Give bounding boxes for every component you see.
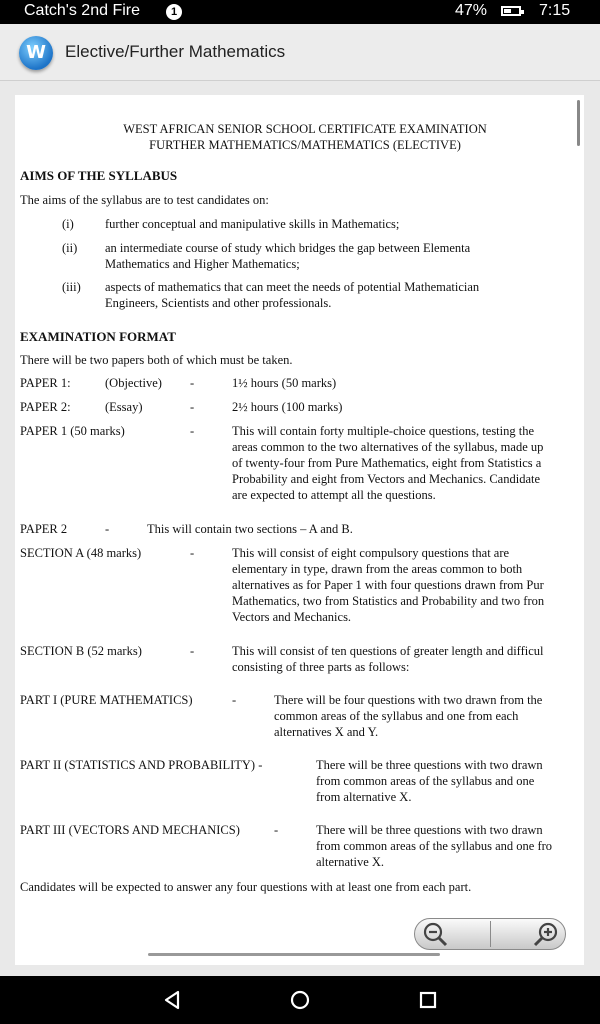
aim-text: Mathematics and Higher Mathematics; [105, 257, 300, 271]
dash: - [232, 693, 237, 707]
paper1-detail-text: Probability and eight from Vectors and Mechanics. Candidate [232, 472, 541, 486]
carrier-name: Catch's 2nd Fire [24, 2, 140, 19]
part1-text: There will be four questions with two drawn from the [274, 693, 543, 707]
zoom-out-button[interactable] [415, 919, 490, 949]
vertical-scrollbar[interactable] [577, 100, 580, 146]
dash: - [105, 522, 110, 536]
section-a-text: This will consist of eight compulsory questions that are [232, 546, 510, 560]
section-a-text: alternatives as for Paper 1 with four questions drawn from Pur [232, 578, 544, 592]
part3-text: from common areas of the syllabus and one fro [316, 839, 553, 853]
aims-heading: AIMS OF THE SYLLABUS [20, 168, 178, 183]
paper1-label: PAPER 1: [20, 376, 71, 390]
zoom-in-button[interactable] [491, 919, 566, 949]
section-a-text: Mathematics, two from Statistics and Probability and two fron [232, 594, 545, 608]
aim-text: aspects of mathematics that can meet the needs of potential Mathematician [105, 280, 480, 294]
zoom-in-icon [530, 919, 560, 949]
dash: - [190, 424, 195, 438]
dash: - [190, 400, 195, 414]
doc-header-line-1: WEST AFRICAN SENIOR SCHOOL CERTIFICATE EXAMINATION [123, 122, 487, 136]
part1-text: common areas of the syllabus and one from each [274, 709, 519, 723]
section-a-text: elementary in type, drawn from the areas common to both [232, 562, 523, 576]
paper2-detail-text: This will contain two sections – A and B. [147, 522, 353, 536]
part2-text: from common areas of the syllabus and one [316, 774, 535, 788]
aim-number: (i) [62, 217, 74, 231]
part2-text: There will be three questions with two drawn [316, 758, 543, 772]
navigation-bar [0, 976, 600, 1024]
home-icon [286, 986, 314, 1014]
back-icon [158, 986, 186, 1014]
paper1-detail-text: are expected to attempt all the questions. [232, 488, 436, 502]
zoom-controls [414, 918, 566, 950]
section-a-text: Vectors and Mechanics. [232, 610, 352, 624]
paper2-duration: 2½ hours (100 marks) [232, 400, 343, 414]
home-button[interactable] [286, 986, 314, 1014]
paper2-detail-label: PAPER 2 [20, 522, 68, 536]
horizontal-scrollbar[interactable] [148, 953, 440, 956]
document-viewer[interactable] [15, 95, 584, 965]
aim-text: further conceptual and manipulative skills in Mathematics; [105, 217, 400, 231]
dash: - [274, 823, 279, 837]
zoom-out-icon [421, 919, 451, 949]
part3-text: alternative X. [316, 855, 385, 869]
aim-text: Engineers, Scientists and other professionals. [105, 296, 332, 310]
part1-text: alternatives X and Y. [274, 725, 379, 739]
action-bar [0, 24, 600, 81]
status-bar [0, 0, 600, 24]
aim-number: (iii) [62, 280, 81, 294]
notification-badge: 1 [166, 4, 182, 20]
part2-text: from alternative X. [316, 790, 412, 804]
section-b-text: consisting of three parts as follows: [232, 660, 410, 674]
recents-button[interactable] [414, 986, 442, 1014]
paper1-detail-text: areas common to the two alternatives of the syllabus, made up [232, 440, 544, 454]
aim-number: (ii) [62, 241, 78, 255]
paper2-type: (Essay) [105, 400, 143, 414]
clock: 7:15 [539, 2, 571, 19]
closing-text: Candidates will be expected to answer any four questions with at least one from each part. [20, 880, 472, 894]
dash: - [190, 644, 195, 658]
recents-icon [414, 986, 442, 1014]
aim-text: an intermediate course of study which bridges the gap between Elementa [105, 241, 471, 255]
paper1-duration: 1½ hours (50 marks) [232, 376, 337, 390]
paper2-label: PAPER 2: [20, 400, 71, 414]
section-b-text: This will consist of ten questions of greater length and difficul [232, 644, 544, 658]
section-a-label: SECTION A (48 marks) [20, 546, 142, 560]
part3-label: PART III (VECTORS AND MECHANICS) [20, 823, 240, 837]
page-title: Elective/Further Mathematics [65, 42, 286, 61]
exam-intro: There will be two papers both of which must be taken. [20, 353, 293, 367]
exam-format-heading: EXAMINATION FORMAT [20, 329, 176, 344]
app-icon[interactable]: W [19, 36, 53, 70]
part3-text: There will be three questions with two drawn [316, 823, 543, 837]
paper1-detail-label: PAPER 1 (50 marks) [20, 424, 125, 438]
battery-percent: 47% [455, 2, 488, 19]
section-b-label: SECTION B (52 marks) [20, 644, 142, 658]
doc-header-line-2: FURTHER MATHEMATICS/MATHEMATICS (ELECTIVE) [149, 138, 461, 152]
paper1-detail-text: This will contain forty multiple-choice questions, testing the [232, 424, 535, 438]
aims-intro: The aims of the syllabus are to test candidates on: [20, 193, 269, 207]
part2-label: PART II (STATISTICS AND PROBABILITY) - [20, 758, 263, 772]
dash: - [190, 376, 195, 390]
back-button[interactable] [158, 986, 186, 1014]
paper1-detail-text: of twenty-four from Pure Mathematics, eight from Statistics a [232, 456, 542, 470]
dash: - [190, 546, 195, 560]
battery-icon [501, 6, 521, 16]
paper1-type: (Objective) [105, 376, 162, 390]
part1-label: PART I (PURE MATHEMATICS) [20, 693, 193, 707]
